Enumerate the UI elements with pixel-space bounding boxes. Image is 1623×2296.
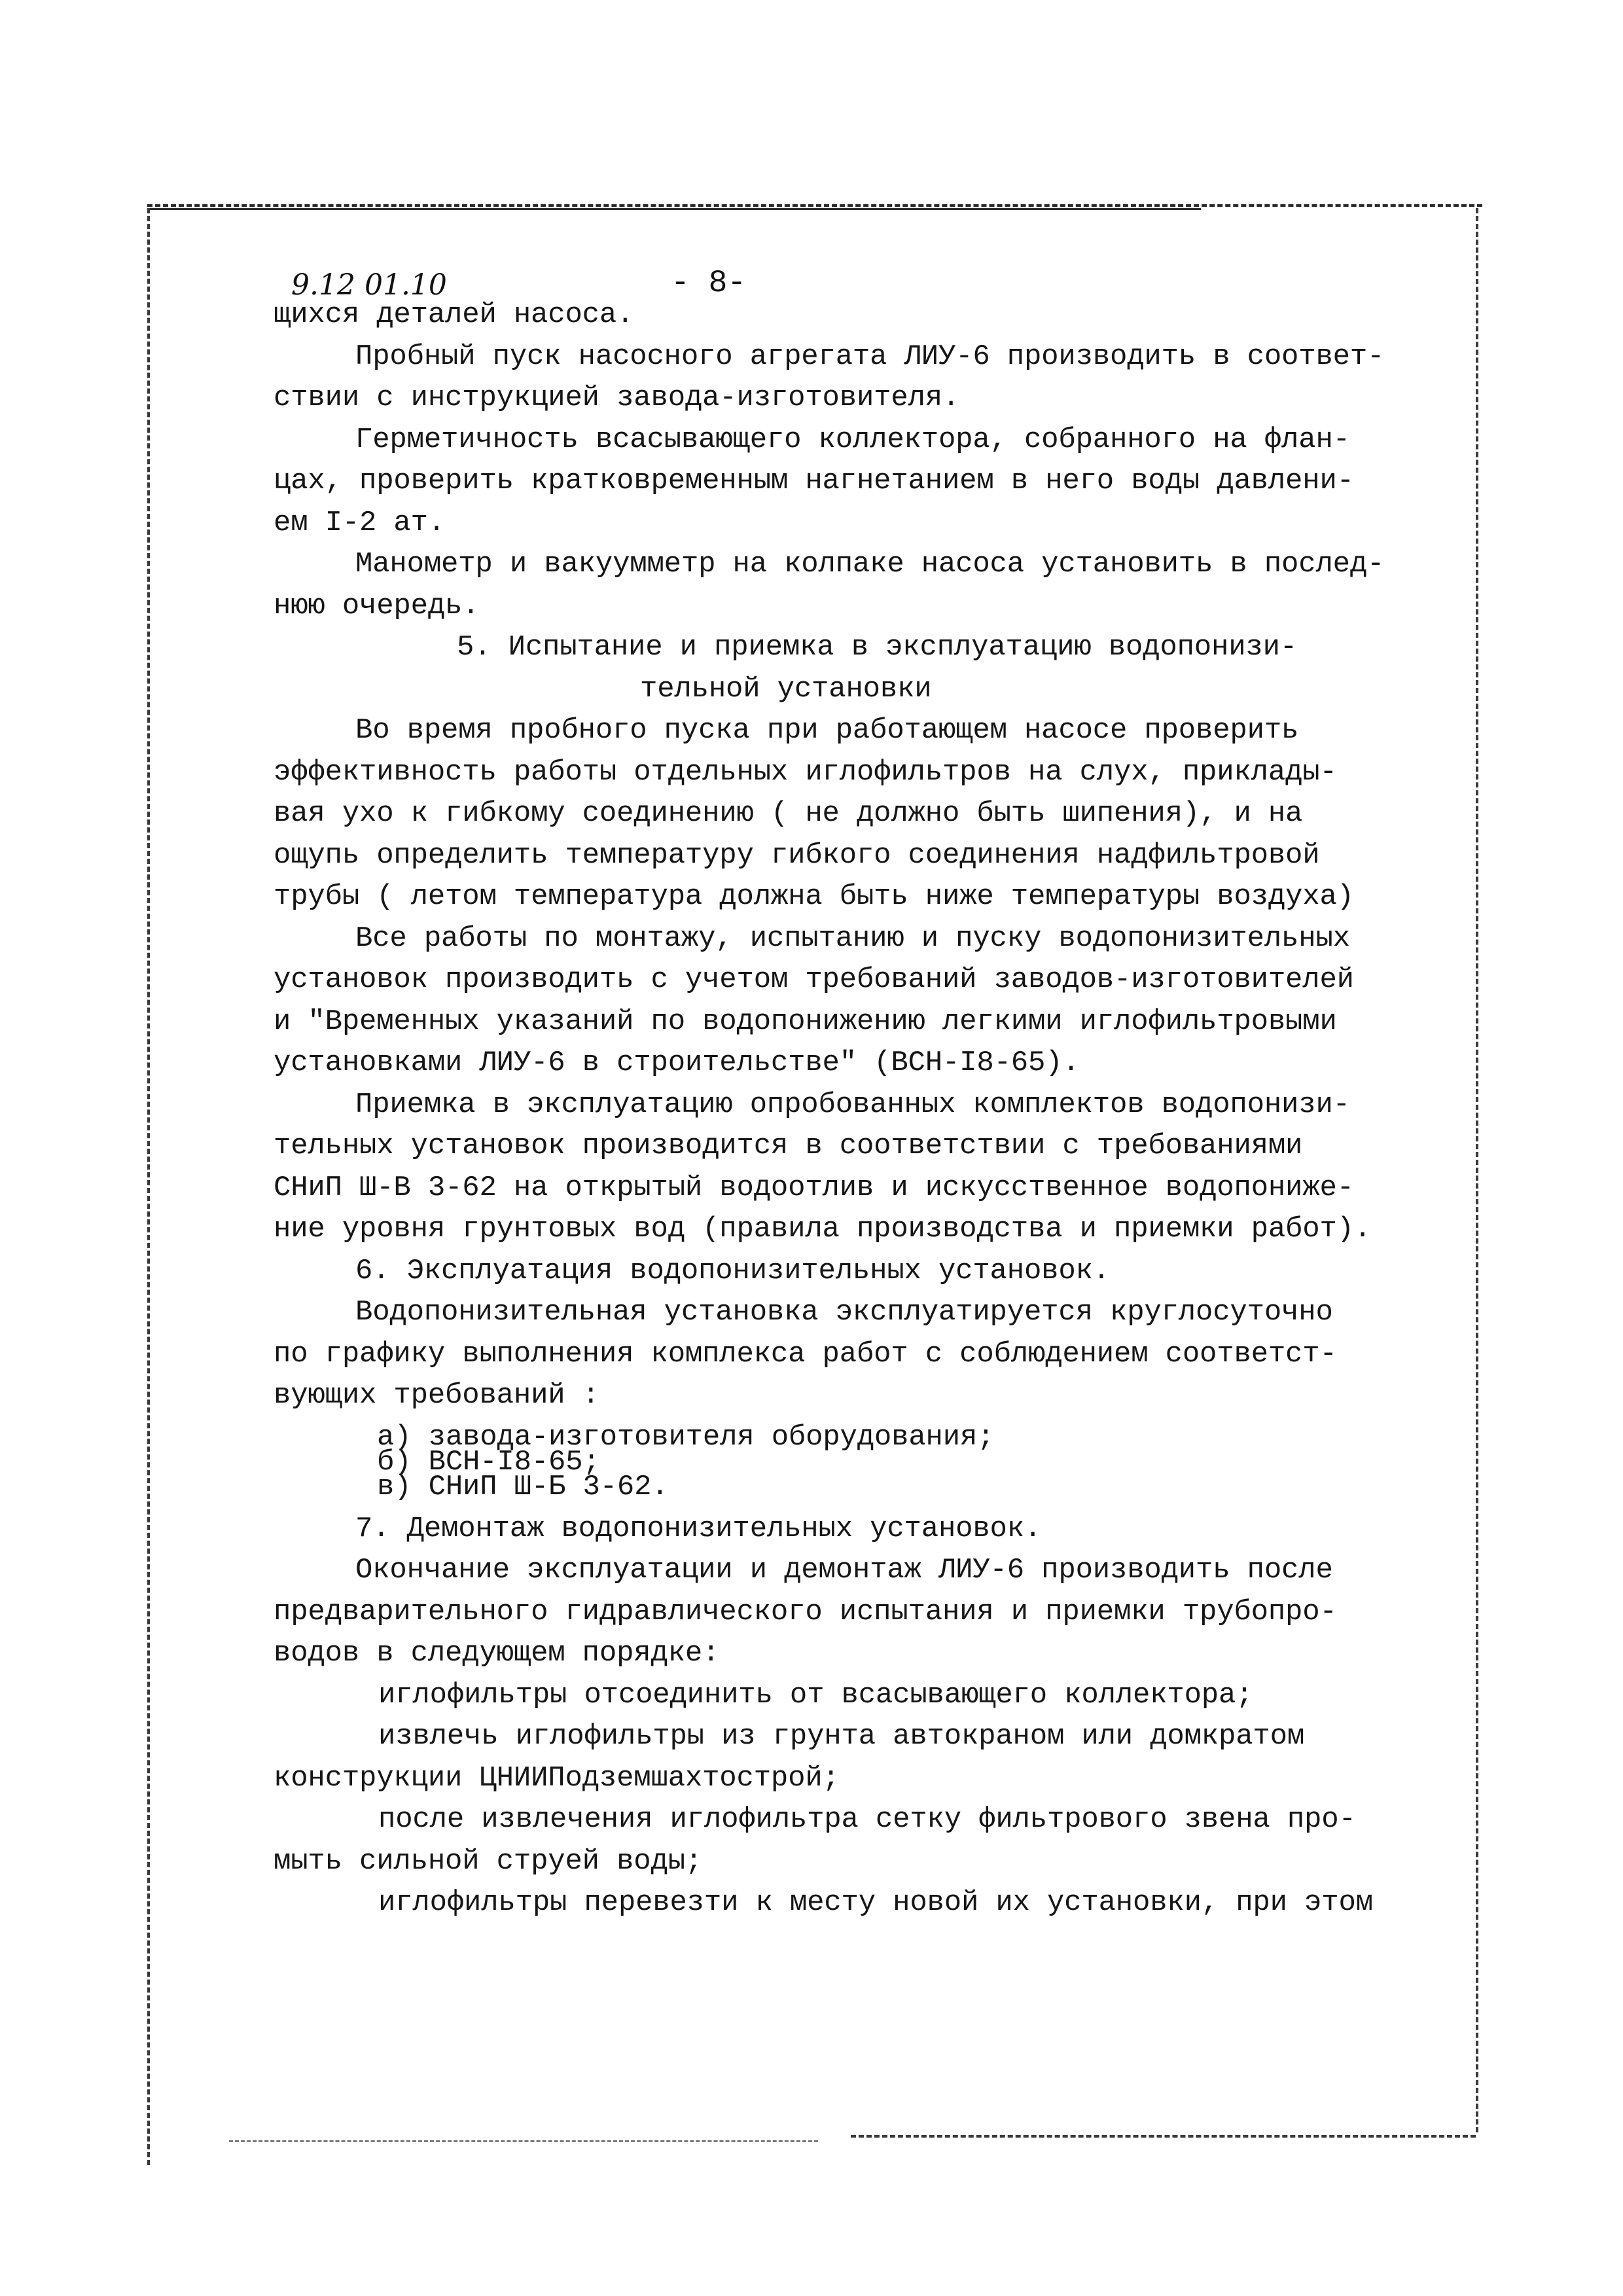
text-line: нюю очередь.: [274, 589, 480, 622]
text-line: по графику выполнения комплекса работ с соблюдением соответст-: [274, 1337, 1337, 1371]
text-line: цах, проверить кратковременным нагнетанием в него воды давлени-: [274, 465, 1354, 497]
text-line: водов в следующем порядке:: [274, 1637, 720, 1670]
text-line: извлечь иглофильтры из грунта автокраном или домкратом: [378, 1720, 1305, 1753]
text-line: ем I-2 ат.: [274, 506, 446, 539]
document-body: [274, 295, 1471, 1924]
page-number: - 8-: [671, 266, 747, 301]
text-line: после извлечения иглофильтра сетку фильтрового звена про-: [378, 1803, 1356, 1836]
text-line: Пробный пуск насосного агрегата ЛИУ-6 производить в соответ-: [355, 340, 1385, 373]
text-line: вующих требований :: [274, 1379, 599, 1412]
text-line: Манометр и вакуумметр на колпаке насоса установить в послед-: [355, 548, 1385, 581]
text-line: Водопонизительная установка эксплуатируется круглосуточно: [355, 1296, 1333, 1329]
text-line: вая ухо к гибкому соединению ( не должно быть шипения), и на: [274, 797, 1303, 830]
text-line: ощупь определить температуру гибкого соединения надфильтровой: [274, 838, 1320, 872]
text-line: тельных установок производится в соответствии с требованиями: [274, 1130, 1303, 1162]
text-line: иглофильтры отсоединить от всасывающего коллектора;: [378, 1678, 1253, 1712]
text-line: Все работы по монтажу, испытанию и пуску водопонизительных: [355, 922, 1350, 955]
text-line: трубы ( летом температура должна быть ниже температуры воздуха): [274, 880, 1354, 913]
frame-bottom-border: [851, 2135, 1476, 2138]
requirements-list: [274, 1420, 1471, 1503]
text-line: ние уровня грунтовых вод (правила производства и приемки работ).: [274, 1213, 1372, 1246]
section-heading: 7. Демонтаж водопонизительных установок.: [355, 1512, 1042, 1545]
list-item: а) завода-изготовителя оборудования;: [377, 1420, 995, 1454]
text-line: эффективность работы отдельных иглофильтров на слух, приклады-: [274, 755, 1337, 789]
text-line: Окончание эксплуатации и демонтаж ЛИУ-6 производить после: [355, 1554, 1333, 1587]
frame-right-border: [1476, 208, 1478, 2132]
text-line: мыть сильной струей воды;: [274, 1844, 703, 1878]
frame-top-rule: [147, 208, 1201, 210]
text-line: установок производить с учетом требований заводов-изготовителей: [274, 963, 1354, 996]
list-item: б) ВСН-I8-65;: [377, 1445, 600, 1479]
list-item: в) СНиП Ш-Б 3-62.: [377, 1470, 669, 1503]
document-code: 9.12 01.10: [291, 268, 447, 302]
text-line: Герметичность всасывающего коллектора, собранного на флан-: [355, 423, 1350, 456]
text-line: и "Временных указаний по водопонижению легкими иглофильтровыми: [274, 1005, 1337, 1038]
frame-left-border: [147, 208, 150, 2165]
text-line: иглофильтры перевезти к месту новой их установки, при этом: [378, 1886, 1373, 1919]
section-heading: тельной установки: [640, 672, 932, 706]
text-line: ствии с инструкцией завода-изготовителя.: [274, 382, 960, 414]
section-heading: 6. Эксплуатация водопонизительных установок.: [355, 1254, 1110, 1287]
section-heading: 5. Испытание и приемка в эксплуатацию водопонизи-: [457, 631, 1298, 664]
text-line: конструкции ЦНИИПодземшахтострой;: [274, 1761, 840, 1795]
frame-bottom-rule: [229, 2140, 818, 2142]
text-line: Во время пробного пуска при работающем насосе проверить: [355, 714, 1299, 747]
text-line: СНиП Ш-В 3-62 на открытый водоотлив и искусственное водопониже-: [274, 1171, 1354, 1204]
frame-top-border: [147, 204, 1482, 207]
text-line: установками ЛИУ-6 в строительстве" (ВСН-I8-65).: [274, 1047, 1080, 1079]
text-line: щихся деталей насоса.: [274, 298, 634, 331]
text-line: предварительного гидравлического испытания и приемки трубопро-: [274, 1595, 1337, 1628]
text-line: Приемка в эксплуатацию опробованных комплектов водопонизи-: [355, 1088, 1350, 1121]
